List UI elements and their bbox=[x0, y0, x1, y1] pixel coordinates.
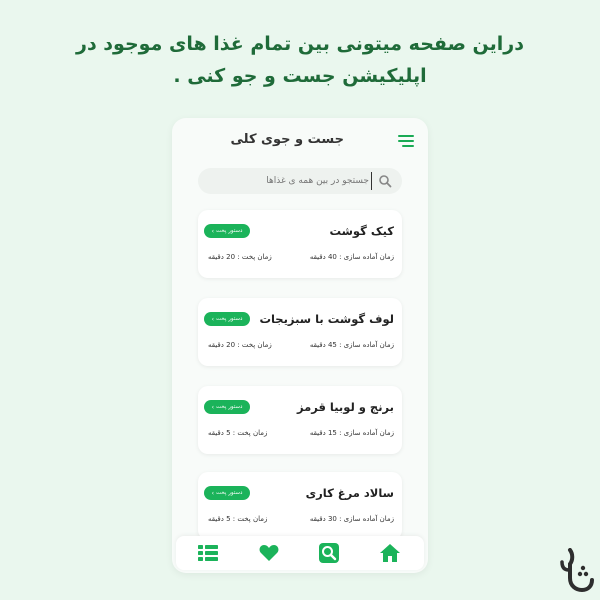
headline bbox=[40, 28, 560, 92]
home-icon bbox=[380, 544, 400, 562]
cook-time: زمان پخت : 5 دقیقه bbox=[208, 515, 268, 523]
recipe-button[interactable] bbox=[204, 224, 250, 238]
nav-list[interactable] bbox=[198, 543, 218, 563]
cook-time: زمان پخت : 5 دقیقه bbox=[208, 429, 268, 437]
nav-favorites[interactable] bbox=[259, 543, 279, 563]
recipe-card[interactable] bbox=[198, 298, 402, 366]
prep-time: زمان آماده سازی : 40 دقیقه bbox=[309, 253, 394, 261]
top-bar bbox=[172, 118, 428, 166]
headline-line-2: اپلیکیشن جست و جو کنی . bbox=[173, 65, 427, 87]
phone-screen bbox=[172, 118, 428, 573]
recipe-button[interactable] bbox=[204, 312, 250, 326]
recipe-card[interactable] bbox=[198, 386, 402, 454]
recipe-name: سالاد مرغ کاری bbox=[305, 486, 394, 500]
search-input[interactable] bbox=[228, 172, 372, 190]
logo-icon bbox=[560, 548, 594, 594]
recipe-button-label: دستور پخت bbox=[215, 316, 243, 322]
recipe-name: لوف گوشت با سبزیجات bbox=[259, 312, 394, 326]
nav-search[interactable] bbox=[319, 543, 339, 563]
prep-time: زمان آماده سازی : 30 دقیقه bbox=[309, 515, 394, 523]
recipe-button-label: دستور پخت bbox=[215, 404, 243, 410]
search-icon[interactable] bbox=[378, 174, 392, 188]
prep-time: زمان آماده سازی : 15 دقیقه bbox=[309, 429, 394, 437]
recipe-button-label: دستور پخت bbox=[215, 490, 243, 496]
recipe-button[interactable] bbox=[204, 486, 250, 500]
cook-time: زمان پخت : 20 دقیقه bbox=[208, 341, 272, 349]
chevron-right-icon: › bbox=[211, 315, 214, 323]
recipe-button-label: دستور پخت bbox=[215, 228, 243, 234]
recipe-name: برنج و لوبیا قرمز bbox=[296, 400, 394, 414]
list-icon bbox=[198, 545, 218, 561]
chevron-right-icon: › bbox=[211, 227, 214, 235]
recipe-name: کیک گوشت bbox=[329, 224, 394, 238]
menu-icon[interactable] bbox=[398, 135, 414, 147]
headline-line-1: دراین صفحه میتونی بین تمام غذا های موجود در bbox=[76, 33, 524, 55]
recipe-card[interactable] bbox=[198, 210, 402, 278]
heart-icon bbox=[259, 544, 279, 562]
recipe-card[interactable] bbox=[198, 472, 402, 540]
cook-time: زمان پخت : 20 دقیقه bbox=[208, 253, 272, 261]
chevron-right-icon: › bbox=[211, 403, 214, 411]
search-icon bbox=[319, 543, 339, 563]
search-bar bbox=[198, 168, 402, 194]
recipe-button[interactable] bbox=[204, 400, 250, 414]
prep-time: زمان آماده سازی : 45 دقیقه bbox=[309, 341, 394, 349]
chevron-right-icon: › bbox=[211, 489, 214, 497]
bottom-navigation bbox=[176, 536, 424, 570]
nav-home[interactable] bbox=[380, 543, 400, 563]
page-title: جست و جوی کلی bbox=[230, 132, 344, 147]
